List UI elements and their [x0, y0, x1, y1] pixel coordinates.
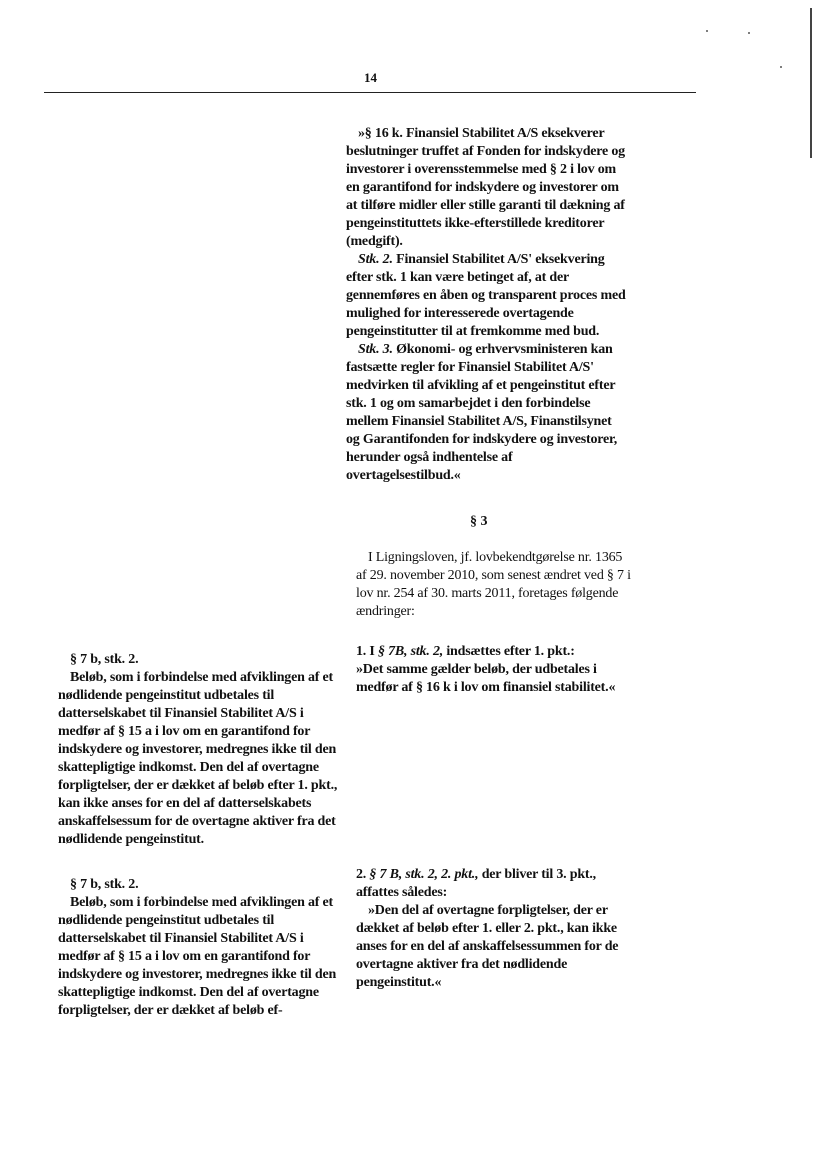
stk2-label: Stk. 2. — [358, 252, 393, 267]
page-number: 14 — [364, 70, 377, 85]
existing-text-2 — [58, 876, 340, 1020]
amendment-1-number: 1. I — [356, 644, 375, 659]
amendment-2-text: der bliver til 3. pkt., affattes således: — [356, 867, 596, 900]
existing-text-1-body: Beløb, som i forbindelse med afviklingen af et nødlidende pengeinstitut udbetales til datterselskabet til Finansiel Stabilitet A/S i medfør af § 15 a i lov om en garantifond for indskydere og investorer, medregnes ikke til den skattepligtige indkomst. Den del af overtagne forpligtelser, der er dækket af beløb efter 1. pkt., kan ikke anses for en del af datterselskabets anskaffelsessum for de overtagne aktiver fra det nødlidende pengeinstitut. — [58, 670, 338, 847]
paragraph-16k-prefix: »§ 16 k. — [358, 126, 403, 141]
amendment-2 — [356, 866, 636, 992]
stk3-text: Økonomi- og erhvervsministeren kan fastsætte regler for Finansiel Stabilitet A/S' medvirken til afvikling af et pengeinstitut efter stk. 1 og om samarbejdet i den forbindelse mellem Finansiel Stabilitet A/S, Finanstilsynet og Garantifonden for indskydere og investorer, herunder også indhentelse af overtagelsestilbud.« — [346, 342, 618, 483]
amendment-1-text: indsættes efter 1. pkt.: — [446, 644, 575, 659]
amendment-2-quote: »Den del af overtagne forpligtelser, der er dækket af beløb efter 1. eller 2. pkt., kan ikke anses for en del af anskaffelsessummen for de overtagne aktiver fra det nødlidende pengeinstitut.« — [356, 903, 619, 990]
existing-text-2-body: Beløb, som i forbindelse med afviklingen af et nødlidende pengeinstitut udbetales til datterselskabet til Finansiel Stabilitet A/S i medfør af § 15 a i lov om en garantifond for indskydere og investorer, medregnes ikke til den skattepligtige indkomst. Den del af overtagne forpligtelser, der er dækket af beløb ef- — [58, 895, 337, 1018]
existing-text-1-heading: § 7 b, stk. 2. — [70, 652, 139, 667]
amendment-2-ref: § 7 B, stk. 2, 2. pkt., — [369, 867, 479, 882]
stk2-text: Finansiel Stabilitet A/S' eksekvering efter stk. 1 kan være betinget af, at der gennemføres en åben og transparent proces med mulighed for interesserede overtagende pengeinstitutter til at fremkomme med bud. — [346, 252, 626, 339]
scan-speck — [780, 66, 782, 68]
scan-speck — [748, 32, 750, 34]
paragraph-16k-text: Finansiel Stabilitet A/S eksekverer beslutninger truffet af Fonden for indskydere og investorer i overensstemmelse med § 2 i lov om en garantifond for indskydere og investorer om at tilføre midler eller stille garanti til dækning af pengeinstituttets ikke-efterstillede kreditorer (medgift). — [346, 126, 625, 249]
scan-speck — [706, 30, 708, 32]
amendment-1 — [356, 643, 628, 697]
stk3-label: Stk. 3. — [358, 342, 393, 357]
scan-edge-mark — [810, 8, 812, 158]
amendment-1-quote: »Det samme gælder beløb, der udbetales i medfør af § 16 k i lov om finansiel stabilitet.« — [356, 662, 616, 695]
section-heading: § 3 — [470, 514, 488, 529]
amendment-2-number: 2. — [356, 867, 367, 882]
intro-text: I Ligningsloven, jf. lovbekendtgørelse nr. 1365 af 29. november 2010, som senest ændret ved § 7 i lov nr. 254 af 30. marts 2011, foretages følgende ændringer: — [356, 550, 631, 619]
existing-text-1 — [58, 651, 340, 849]
amendment-1-ref: § 7B, stk. 2, — [377, 644, 444, 659]
existing-text-2-heading: § 7 b, stk. 2. — [70, 877, 139, 892]
ligningsloven-intro — [356, 549, 632, 621]
paragraph-16k — [346, 125, 628, 485]
top-rule — [44, 92, 696, 93]
